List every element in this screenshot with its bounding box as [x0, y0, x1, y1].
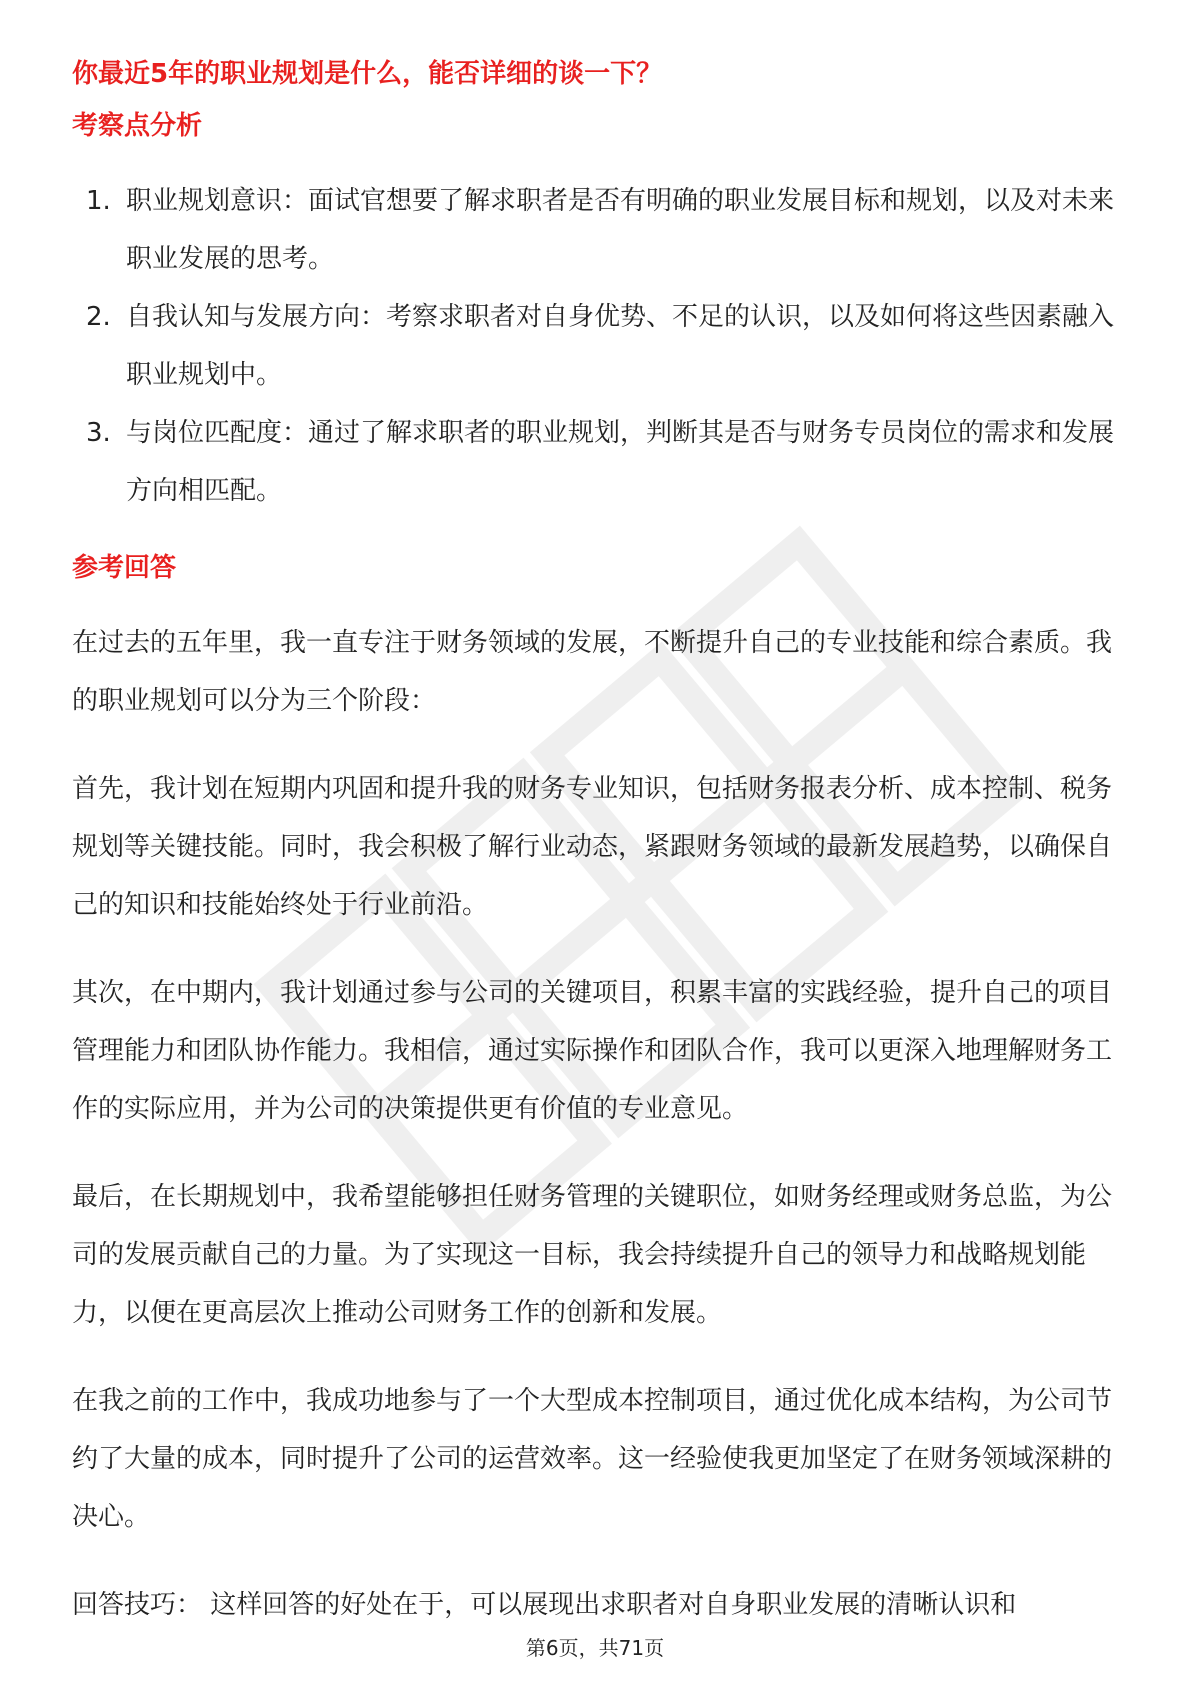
list-item-text: 自我认知与发展方向：考察求职者对自身优势、不足的认识，以及如何将这些因素融入职业规划中。	[126, 302, 1115, 390]
list-item	[72, 172, 1122, 288]
answer-paragraph: 在过去的五年里，我一直专注于财务领域的发展，不断提升自己的专业技能和综合素质。我的职业规划可以分为三个阶段：	[72, 628, 1113, 716]
analysis-heading: 考察点分析	[72, 111, 203, 141]
answer-paragraph: 最后，在长期规划中，我希望能够担任财务管理的关键职位，如财务经理或财务总监，为公司的发展贡献自己的力量。为了实现这一目标，我会持续提升自己的领导力和战略规划能力，以便在更高层次上推动公司财务工作的创新和发展。	[72, 1182, 1113, 1328]
document-content	[72, 50, 1122, 1664]
list-item-number: 2.	[86, 302, 111, 332]
analysis-list	[72, 172, 1122, 520]
list-item-number: 3.	[86, 418, 111, 448]
list-item	[72, 404, 1122, 520]
answer-tips-paragraph: 回答技巧： 这样回答的好处在于，可以展现出求职者对自身职业发展的清晰认识和	[72, 1590, 1017, 1620]
answer-paragraph: 首先，我计划在短期内巩固和提升我的财务专业知识，包括财务报表分析、成本控制、税务规划等关键技能。同时，我会积极了解行业动态，紧跟财务领域的最新发展趋势，以确保自己的知识和技能始终处于行业前沿。	[72, 774, 1113, 920]
list-item	[72, 288, 1122, 404]
answer-paragraph: 在我之前的工作中，我成功地参与了一个大型成本控制项目，通过优化成本结构，为公司节约了大量的成本，同时提升了公司的运营效率。这一经验使我更加坚定了在财务领域深耕的决心。	[72, 1386, 1113, 1532]
list-item-text: 与岗位匹配度：通过了解求职者的职业规划，判断其是否与财务专员岗位的需求和发展方向相匹配。	[126, 418, 1115, 506]
answer-heading: 参考回答	[72, 553, 177, 583]
answer-paragraph: 其次，在中期内，我计划通过参与公司的关键项目，积累丰富的实践经验，提升自己的项目管理能力和团队协作能力。我相信，通过实际操作和团队合作，我可以更深入地理解财务工作的实际应用，并为公司的决策提供更有价值的专业意见。	[72, 978, 1113, 1124]
question-title: 你最近5年的职业规划是什么，能否详细的谈一下？	[72, 59, 663, 89]
page-number: 第6页，共71页	[525, 1636, 665, 1660]
list-item-number: 1.	[86, 186, 111, 216]
list-item-text: 职业规划意识：面试官想要了解求职者是否有明确的职业发展目标和规划，以及对未来职业发展的思考。	[126, 186, 1115, 274]
